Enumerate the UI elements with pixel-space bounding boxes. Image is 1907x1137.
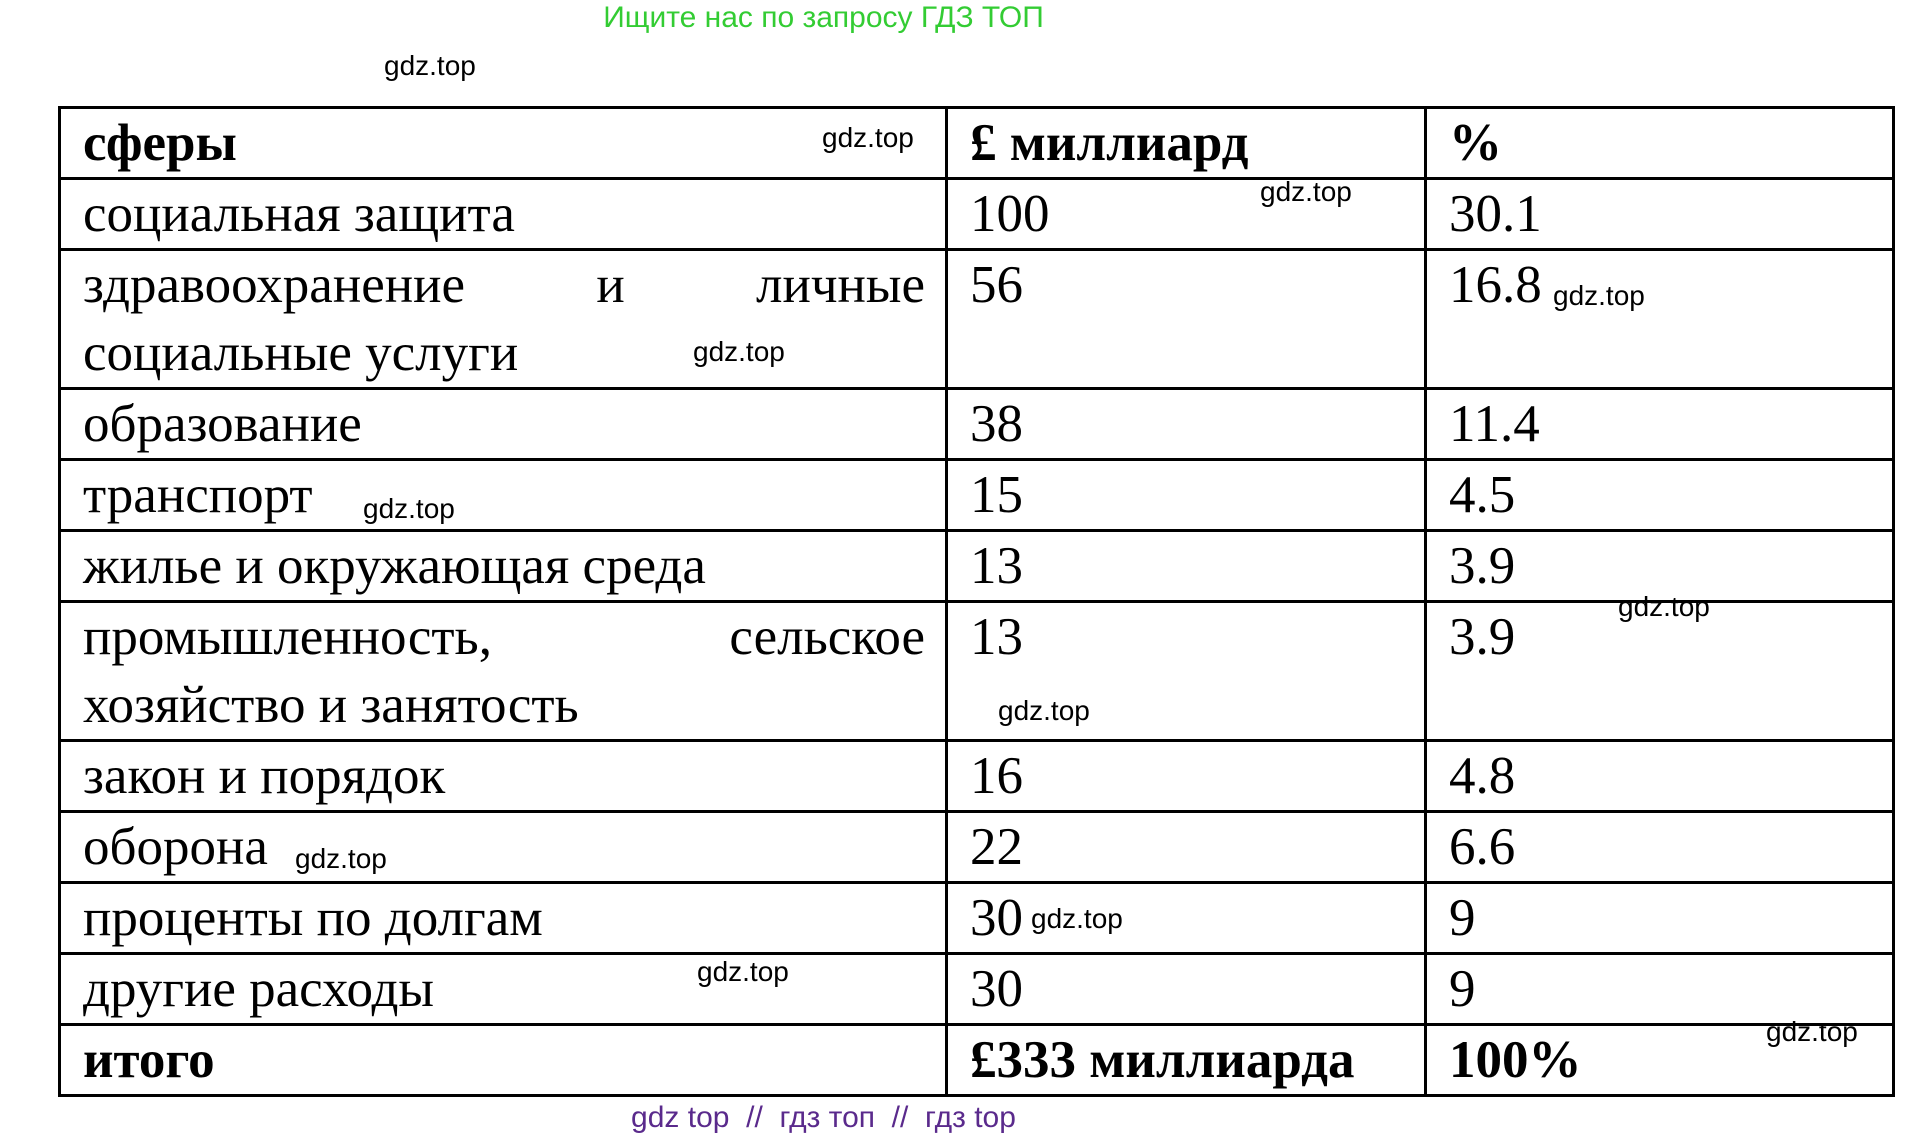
cell-billion: 56: [947, 250, 1426, 389]
watermark: gdz.top: [822, 122, 914, 153]
footer-separator: //: [729, 1101, 780, 1134]
watermark: gdz.top: [693, 336, 785, 367]
header-sphere: сферы: [60, 108, 947, 179]
cell-billion: 16: [947, 741, 1426, 812]
table-row: [60, 883, 1894, 954]
cell-sphere: проценты по долгам: [60, 883, 947, 954]
footer-link-gdz-top-ru[interactable]: гдз топ: [779, 1101, 876, 1134]
watermark: gdz.top: [1766, 1016, 1858, 1047]
cell-percent: 9: [1426, 954, 1894, 1025]
total-percent: 100%: [1426, 1025, 1894, 1096]
table-header-row: [60, 108, 1894, 179]
cell-billion: 30: [947, 883, 1426, 954]
watermark: gdz.top: [295, 843, 387, 874]
watermark: gdz.top: [363, 493, 455, 524]
watermark: gdz.top: [1260, 176, 1352, 207]
cell-percent: 30.1: [1426, 179, 1894, 250]
cell-percent: 6.6: [1426, 812, 1894, 883]
table-row: [60, 389, 1894, 460]
total-label: итого: [60, 1025, 947, 1096]
footer-link-gdz-top[interactable]: gdz top: [631, 1101, 730, 1134]
cell-billion: 30: [947, 954, 1426, 1025]
total-billion: £333 миллиарда: [947, 1025, 1426, 1096]
table-row: [60, 250, 1894, 389]
cell-percent: 3.9: [1426, 602, 1894, 741]
cell-billion: 15: [947, 460, 1426, 531]
cell-sphere: жилье и окружающая среда: [60, 531, 947, 602]
table-total-row: [60, 1025, 1894, 1096]
header-billion: £ миллиард: [947, 108, 1426, 179]
cell-billion: 13: [947, 531, 1426, 602]
header-percent: %: [1426, 108, 1894, 179]
footer-links: [0, 1100, 1777, 1136]
cell-percent: 9: [1426, 883, 1894, 954]
table-row: [60, 954, 1894, 1025]
cell-billion: 100: [947, 179, 1426, 250]
table-row: [60, 460, 1894, 531]
table-row: [60, 179, 1894, 250]
cell-sphere: другие расходы: [60, 954, 947, 1025]
watermark: gdz.top: [1618, 591, 1710, 622]
cell-sphere: социальная защита: [60, 179, 947, 250]
top-banner: Ищите нас по запросу ГДЗ ТОП: [603, 1, 1044, 34]
watermark: gdz.top: [998, 695, 1090, 726]
table-row: [60, 741, 1894, 812]
cell-sphere: промышленность, сельское хозяйство и занятость: [60, 602, 947, 741]
cell-billion: 22: [947, 812, 1426, 883]
cell-percent: 4.5: [1426, 460, 1894, 531]
watermark: gdz.top: [1553, 280, 1645, 311]
watermark: gdz.top: [697, 956, 789, 987]
cell-percent: 11.4: [1426, 389, 1894, 460]
cell-percent: 3.9: [1426, 531, 1894, 602]
cell-sphere: оборона: [60, 812, 947, 883]
watermark: gdz.top: [1031, 903, 1123, 934]
cell-sphere: здравоохранение и личные социальные услуги: [60, 250, 947, 389]
footer-link-gdz-top-mixed[interactable]: гдз top: [925, 1101, 1016, 1134]
cell-billion: 38: [947, 389, 1426, 460]
cell-sphere: образование: [60, 389, 947, 460]
cell-percent: 4.8: [1426, 741, 1894, 812]
cell-billion: 13: [947, 602, 1426, 741]
watermark: gdz.top: [384, 50, 476, 81]
cell-percent: 16.8: [1426, 250, 1894, 389]
footer-separator: //: [875, 1101, 926, 1134]
cell-sphere: транспорт: [60, 460, 947, 531]
cell-sphere: закон и порядок: [60, 741, 947, 812]
